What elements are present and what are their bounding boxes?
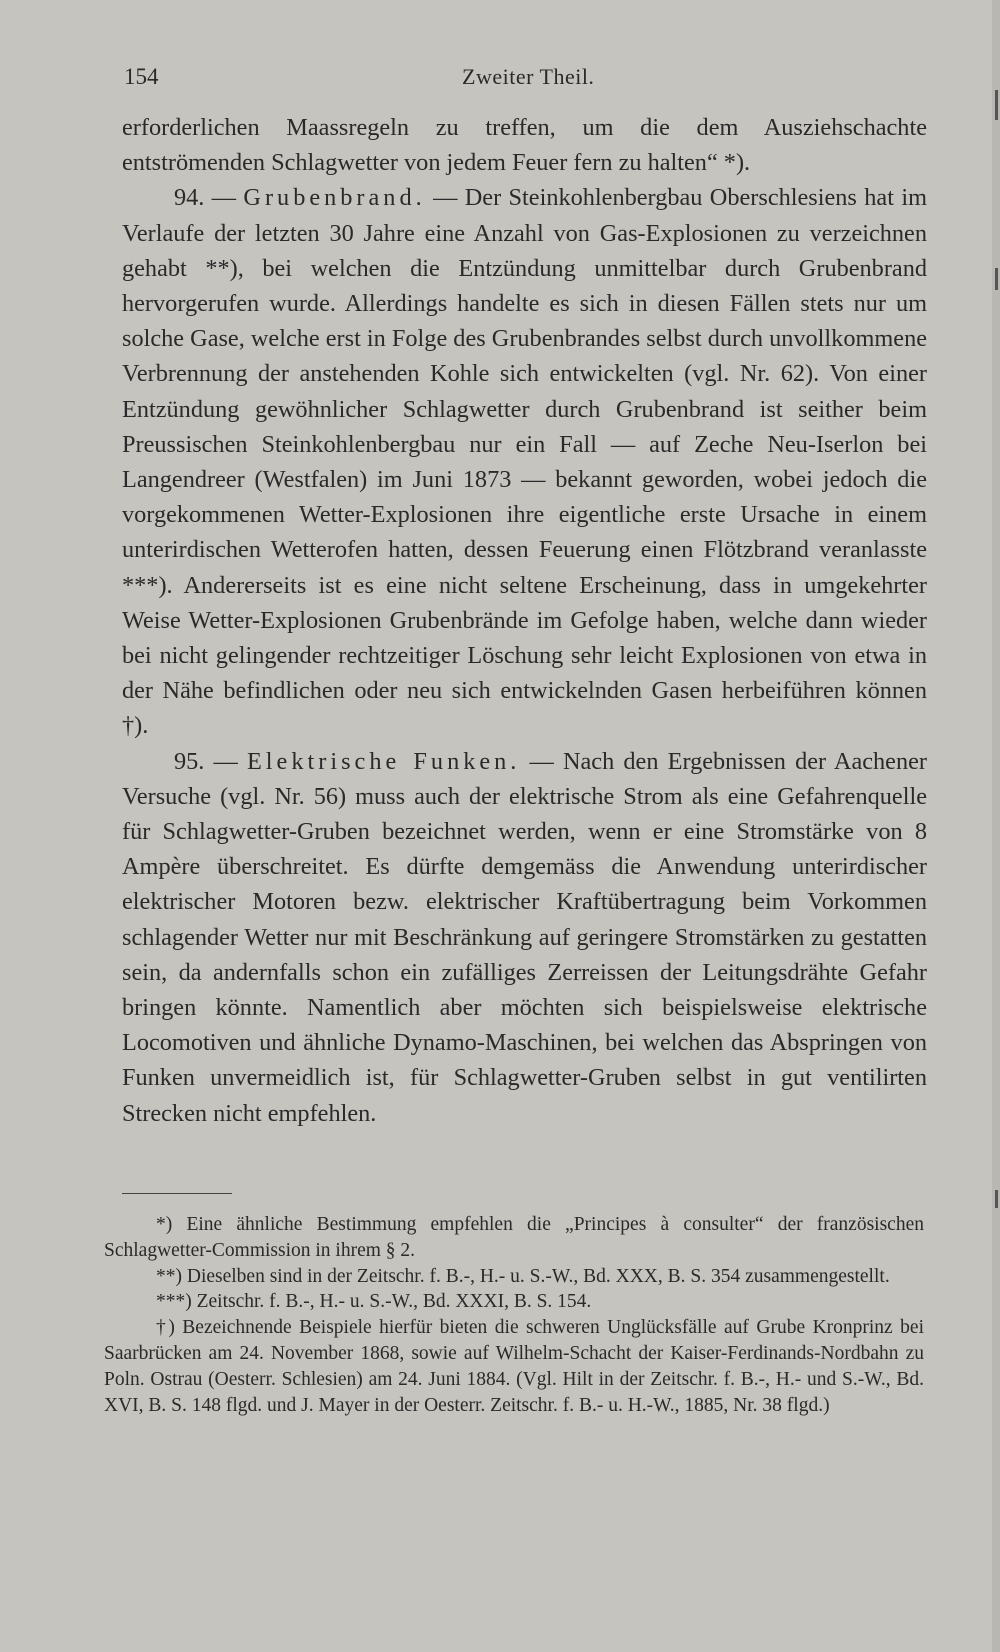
footnote: ***) Zeitschr. f. B.-, H.- u. S.-W., Bd. XXXI, B. S. 154. (156, 1291, 592, 1313)
page-edge (992, 0, 1000, 1652)
page-number: 154 (124, 64, 159, 89)
main-text (122, 110, 927, 1131)
page-header (124, 60, 934, 100)
section-text: — Der Steinkohlenbergbau Oberschlesiens hat im Verlaufe der letzten 30 Jahre eine Anzahl von Gas-Explosionen zu verzeichnen gehabt **), bei welchen die Entzündung unmittelbar durch Grubenbrand hervorgerufen wurde. Allerdings handelte es sich in diesen Fällen stets nur um solche Gase, welche erst in Folge des Grubenbrandes selbst durch unvollkommene Verbrennung der anstehenden Kohle sich entwickelten (vgl. Nr. 62). Von einer Entzündung gewöhnlicher Schlagwetter durch Grubenbrand ist seither beim Preussischen Steinkohlenbergbau nur ein Fall — auf Zeche Neu-Iserlon bei Langendreer (Westfalen) im Juni 1873 — bekannt geworden, wobei jedoch die vorgekommenen Wetter-Explosionen ihre eigentliche erste Ursache in einem unterirdischen Wetterofen hatten, dessen Feuerung einen Flötzbrand veranlasste ***). Andererseits ist es eine nicht seltene Erscheinung, dass in umgekehrter Weise Wetter-Explosionen Grubenbrände im Gefolge haben, welche dann wieder bei nicht gelingender rechtzeitiger Löschung sehr leicht Explosionen von etwa in der Nähe befindlichen oder neu sich entwickelnden Gasen herbeiführen können †). (122, 184, 927, 740)
paragraph-continuation: erforderlichen Maassregeln zu treffen, um die dem Ausziehschachte entströmenden Schlagwetter von jedem Feuer fern zu halten“ *). (122, 114, 927, 177)
footnote: *) Eine ähnliche Bestimmung empfehlen die „Principes à consulter“ der französischen Schlagwetter-Commission in ihrem § 2. (104, 1214, 924, 1261)
section-number: 94. — (174, 184, 244, 212)
footnotes (104, 1212, 924, 1418)
section-94 (122, 180, 927, 743)
section-heading: Elektrische Funken. (246, 747, 521, 775)
running-head: Zweiter Theil. (462, 64, 595, 89)
footnote: **) Dieselben sind in der Zeitschr. f. B.-, H.- u. S.-W., Bd. XXX, B. S. 354 zusammengestellt. (156, 1265, 890, 1287)
section-heading: Grubenbrand. (243, 184, 426, 212)
edge-mark (995, 90, 998, 120)
section-95 (122, 744, 927, 1131)
footnote: †) Bezeichnende Beispiele hierfür bieten die schweren Unglücksfälle auf Grube Kronprinz bei Saarbrücken am 24. November 1868, sowie auf Wilhelm-Schacht der Kaiser-Ferdinands-Nordbahn zu Poln. Ostrau (Oesterr. Schlesien) am 24. Juni 1884. (Vgl. Hilt in der Zeitschr. f. B.-, H.- und S.-W., Bd. XVI, B. S. 148 flgd. und J. Mayer in der Oesterr. Zeitschr. f. B.- u. H.-W., 1885, Nr. 38 flgd.) (104, 1317, 924, 1416)
section-text: — Nach den Ergebnissen der Aachener Versuche (vgl. Nr. 56) muss auch der elektrische Strom als eine Gefahrenquelle für Schlagwetter-Gruben bezeichnet werden, wenn er eine Stromstärke von 8 Ampère überschreitet. Es dürfte demgemäss die Anwendung unterirdischer elektrischer Motoren bezw. elektrischer Kraftübertragung beim Vorkommen schlagender Wetter nur mit Beschränkung auf geringere Stromstärken zu gestatten sein, da andernfalls schon ein zufälliges Zerreissen der Leitungsdrähte Gefahr bringen könnte. Namentlich aber möchten sich beispielsweise elektrische Locomotiven und ähnliche Dynamo-Maschinen, bei welchen das Abspringen von Funken unvermeidlich ist, für Schlagwetter-Gruben selbst in gut ventilirten Strecken nicht empfehlen. (122, 747, 927, 1127)
footnote-divider (122, 1193, 232, 1194)
section-number: 95. — (174, 747, 247, 775)
edge-mark (995, 268, 998, 290)
edge-mark (995, 1190, 998, 1208)
